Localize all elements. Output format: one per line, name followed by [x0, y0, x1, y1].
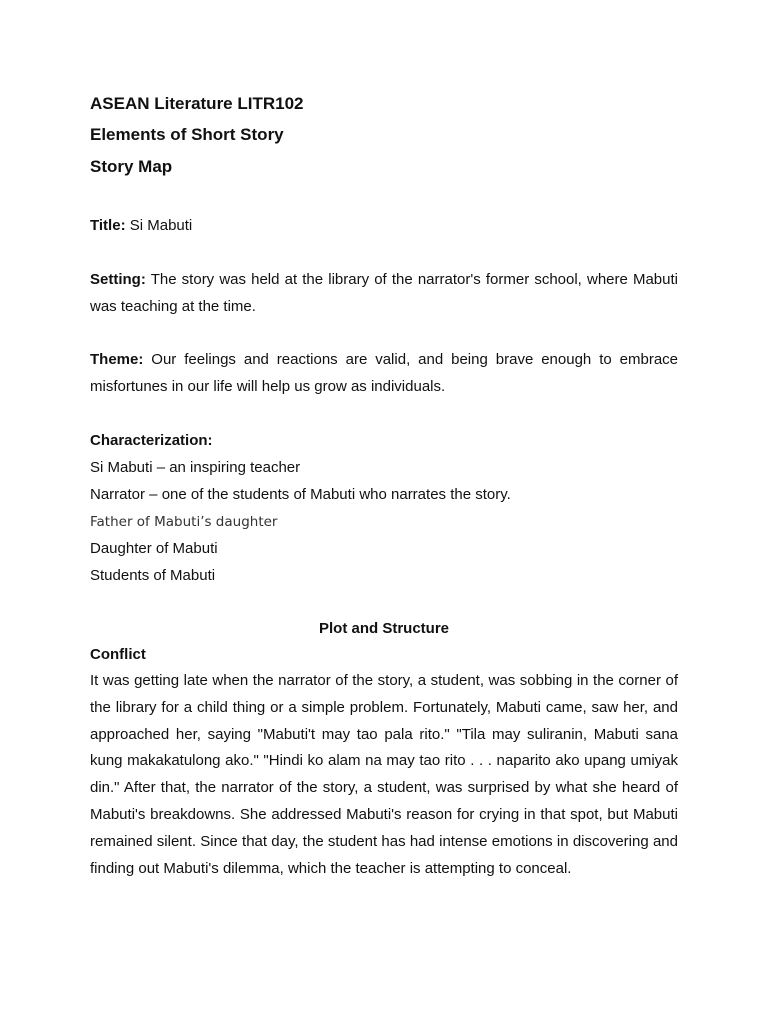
setting-label: Setting:: [90, 271, 146, 288]
character-item: Students of Mabuti: [90, 567, 216, 584]
title-value: Si Mabuti: [129, 217, 193, 234]
characterization-label: Characterization:: [90, 432, 213, 449]
character-item: Father of Mabuti’s daughter: [90, 514, 278, 530]
document-type-title: Story Map: [90, 157, 173, 176]
theme-label: Theme:: [90, 351, 144, 368]
course-title: ASEAN Literature LITR102: [90, 94, 304, 113]
character-item: Si Mabuti – an inspiring teacher: [90, 459, 301, 476]
topic-title: Elements of Short Story: [90, 125, 284, 144]
theme-field: [90, 346, 678, 400]
plot-heading: Plot and Structure: [318, 620, 449, 637]
character-item: Narrator – one of the students of Mabuti who narrates the story.: [90, 486, 511, 503]
character-item: Daughter of Mabuti: [90, 540, 218, 557]
conflict-label: Conflict: [90, 646, 146, 663]
setting-value: The story was held at the library of the narrator's former school, where Mabuti was teaching at the time.: [90, 271, 678, 315]
theme-value: Our feelings and reactions are valid, and being brave enough to embrace misfortunes in our life will help us grow as individuals.: [90, 351, 678, 395]
title-field: [90, 212, 678, 239]
setting-field: [90, 266, 678, 320]
title-label: Title:: [90, 217, 126, 234]
conflict-paragraph: It was getting late when the narrator of the story, a student, was sobbing in the corner of the library for a child thing or a simple problem. Fortunately, Mabuti came, saw her, and approached her, saying "Mabuti't may tao pala rito." "Tila may suliranin, Mabuti sana kung makakatulong ako." "Hindi ko alam na may tao rito . . . naparito ako upang umiyak din." After that, the narrator of the story, a student, was surprised by what she heard of Mabuti's breakdowns. She addressed Mabuti's reason for crying in that spot, but Mabuti remained silent. Since that day, the student has had intense emotions in discovering and finding out Mabuti's dilemma, which the teacher is attempting to conceal.: [90, 672, 678, 877]
